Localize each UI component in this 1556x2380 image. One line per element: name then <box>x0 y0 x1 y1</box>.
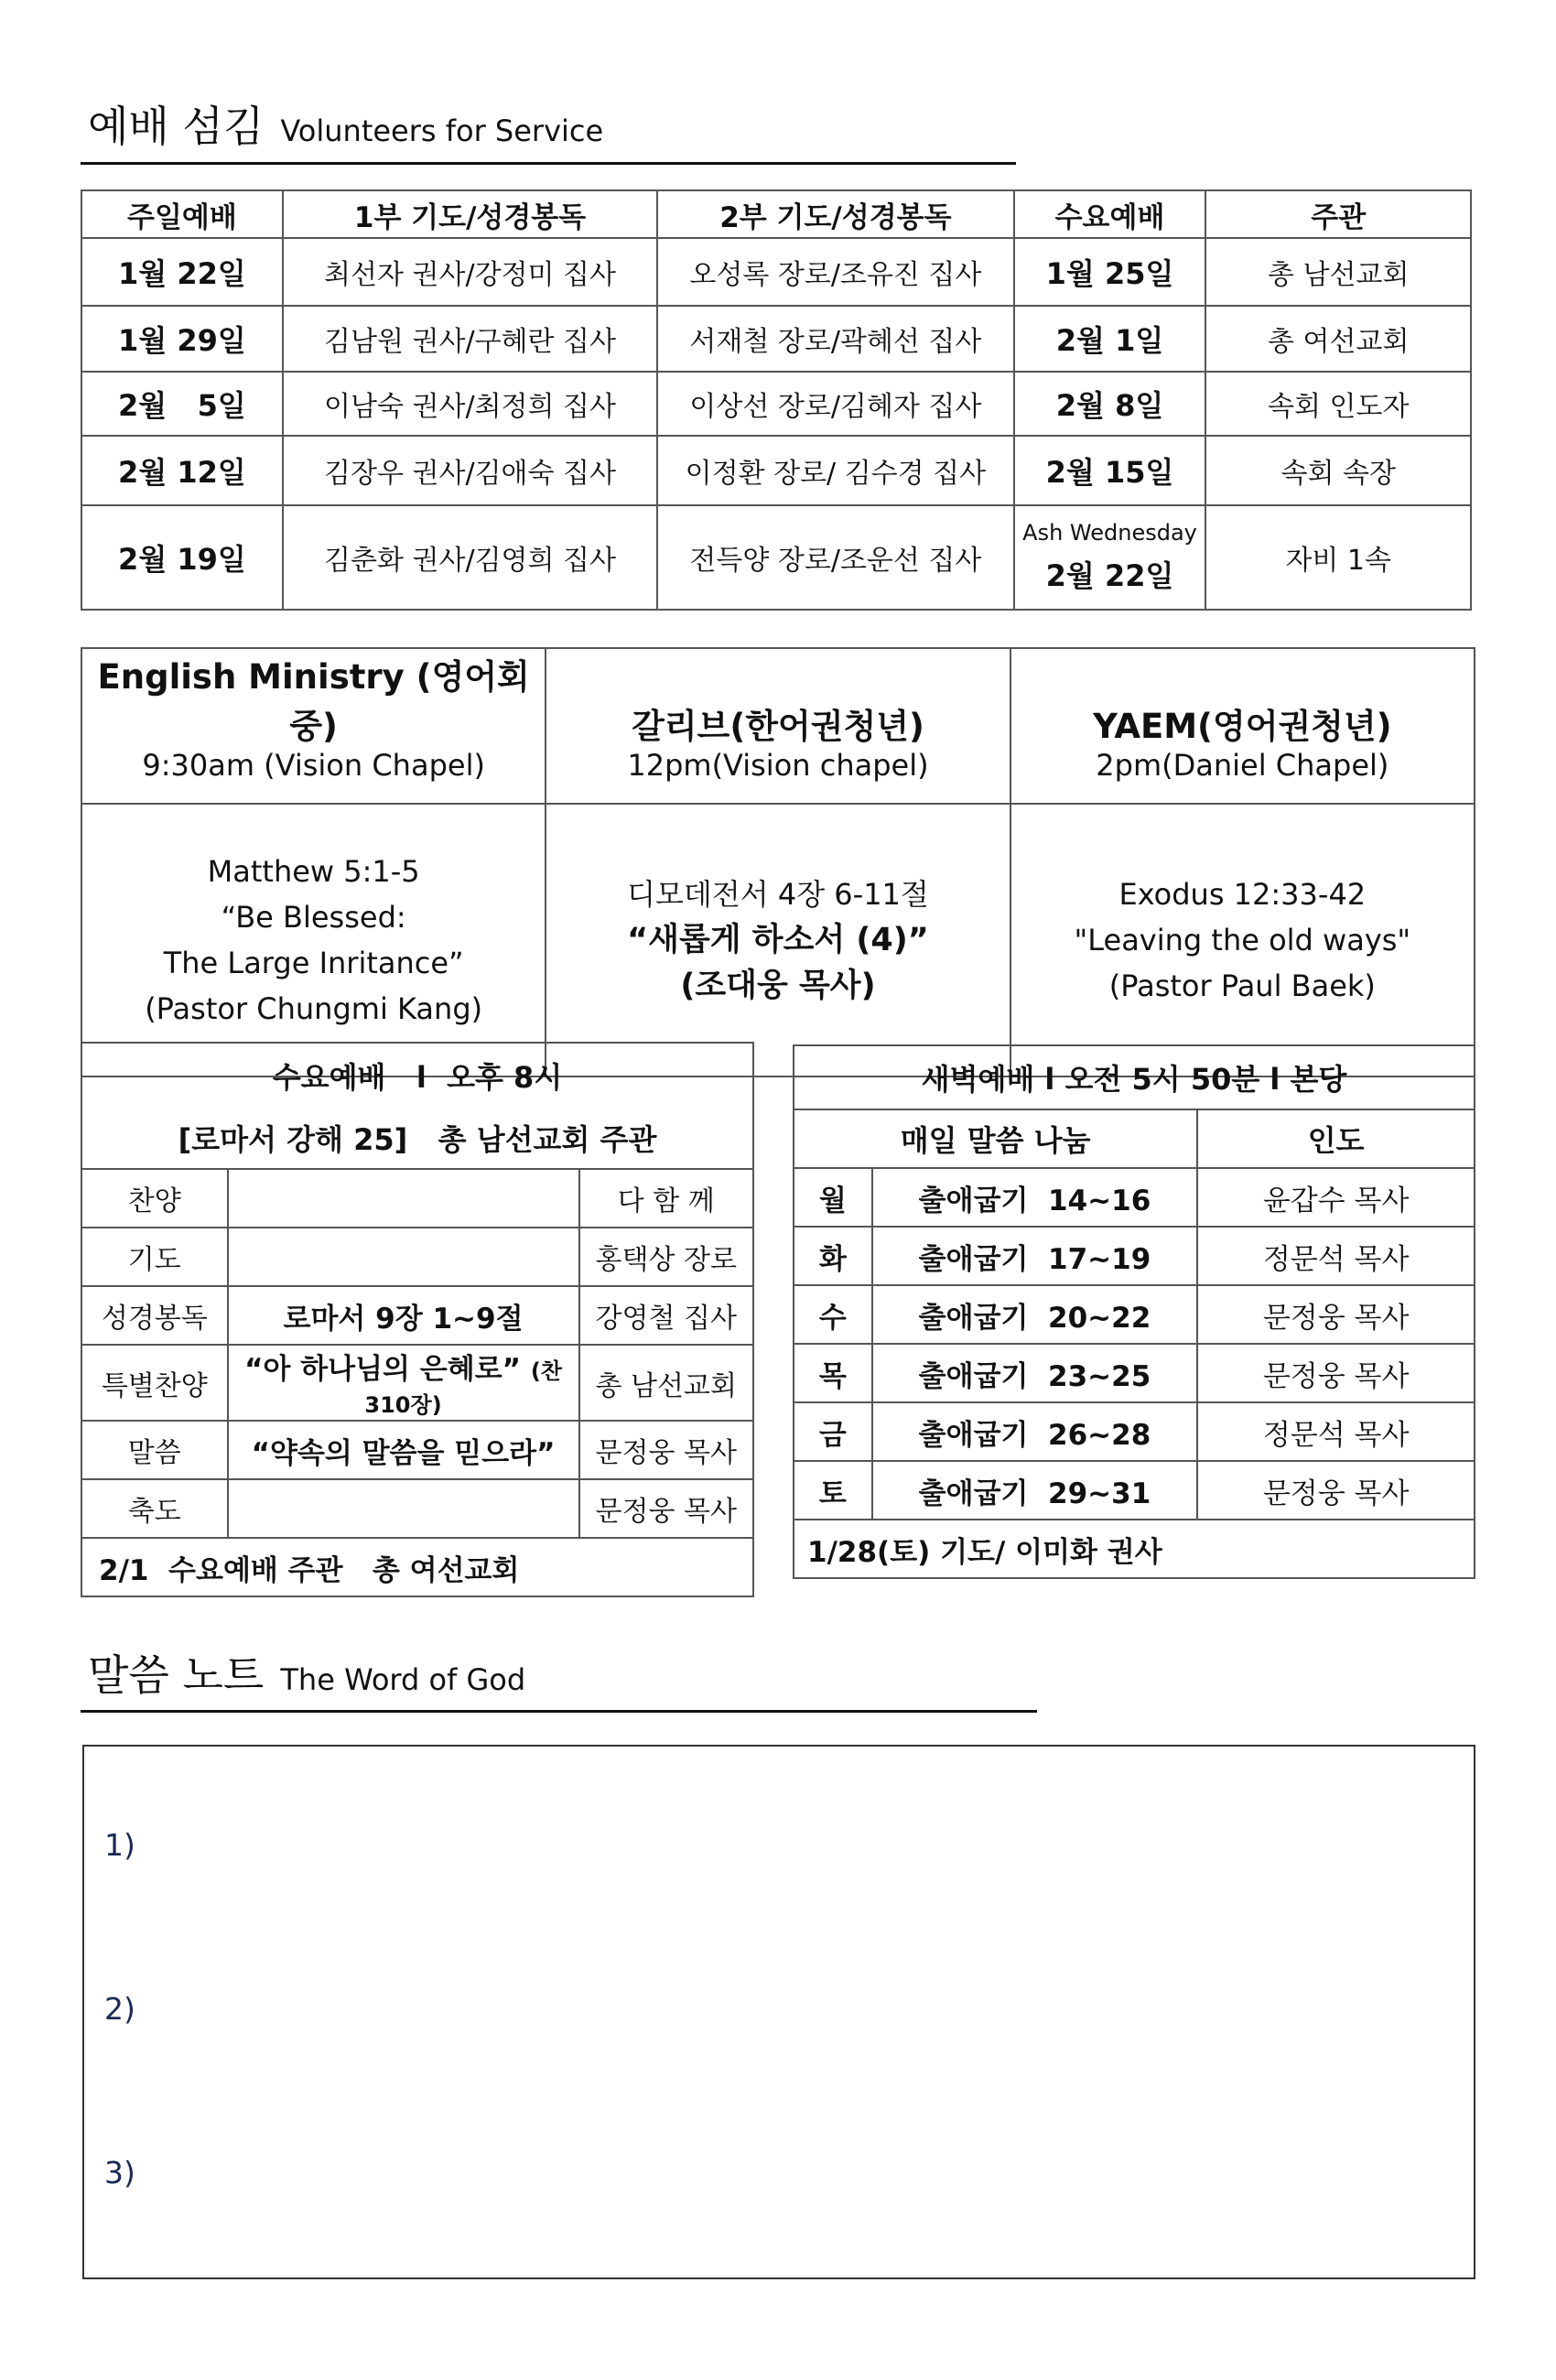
order-item: 말씀 <box>81 1421 228 1479</box>
sermon-line: (조대웅 목사) <box>680 968 876 1004</box>
sermon-line: Exodus 12:33-42 <box>1118 877 1367 912</box>
volunteers-title-en: Volunteers for Service <box>280 114 604 148</box>
sermon-line: “새롭게 하소서 (4)” <box>627 922 929 958</box>
order-person: 강영철 집사 <box>579 1286 753 1345</box>
sermon-line: (Pastor Paul Baek) <box>1108 968 1376 1003</box>
table-row <box>794 1461 1475 1520</box>
sunday-date: 1월 22일 <box>81 238 283 306</box>
ministries-table <box>81 647 1475 1077</box>
order-person: 문정웅 목사 <box>579 1421 753 1479</box>
ash-wednesday-note: Ash Wednesday <box>1022 520 1197 546</box>
dawn-footer: 1/28(토) 기도/ 이미화 권사 <box>794 1520 1475 1578</box>
volunteers-heading <box>88 93 603 154</box>
note-item-2: 2) <box>104 1991 135 2027</box>
dawn-scripture: 출애굽기 26~28 <box>872 1402 1198 1461</box>
dawn-title-row <box>794 1045 1475 1109</box>
order-item: 성경봉독 <box>81 1286 228 1345</box>
dawn-day: 토 <box>794 1461 872 1520</box>
sermon-yaem <box>1010 804 1475 1076</box>
dawn-leader: 윤갑수 목사 <box>1197 1168 1475 1227</box>
second-service-volunteers: 이정환 장로/ 김수경 집사 <box>657 436 1013 505</box>
table-row <box>81 436 1471 505</box>
table-row <box>81 1479 753 1538</box>
dawn-leader: 정문석 목사 <box>1197 1402 1475 1461</box>
note-item-1: 1) <box>104 1827 135 1863</box>
header-wednesday: 수요예배 <box>1014 190 1206 238</box>
order-person: 문정웅 목사 <box>579 1479 753 1538</box>
sermon-line: Matthew 5:1-5 <box>207 854 420 889</box>
hymn-number: (찬 310장) <box>364 1358 562 1418</box>
dawn-day: 금 <box>794 1402 872 1461</box>
dawn-scripture-header: 매일 말씀 나눔 <box>794 1109 1197 1168</box>
sunday-date: 1월 29일 <box>81 306 283 372</box>
order-content <box>228 1479 579 1538</box>
sunday-date: 2월 5일 <box>81 372 283 436</box>
header-host: 주관 <box>1205 190 1471 238</box>
wednesday-cell <box>1014 505 1206 610</box>
dawn-day: 목 <box>794 1344 872 1402</box>
sermon-english <box>81 804 546 1076</box>
header-first-service: 1부 기도/성경봉독 <box>283 190 657 238</box>
table-row <box>794 1168 1475 1227</box>
ministry-name-galib: 갈리브(한어권청년) <box>546 648 1010 748</box>
dawn-leader-header: 인도 <box>1197 1109 1475 1168</box>
second-service-volunteers: 전득양 장로/조운선 집사 <box>657 505 1013 610</box>
wednesday-date: 2월 8일 <box>1014 372 1206 436</box>
volunteers-underline <box>81 162 1016 165</box>
ministry-time-yaem: 2pm(Daniel Chapel) <box>1010 748 1475 804</box>
dawn-day: 수 <box>794 1285 872 1344</box>
sermon-line: The Large Inritance” <box>163 946 464 980</box>
order-content <box>228 1169 579 1228</box>
ministries-sermon-row <box>81 804 1475 1076</box>
first-service-volunteers: 김춘화 권사/김영희 집사 <box>283 505 657 610</box>
first-service-volunteers: 김장우 권사/김애숙 집사 <box>283 436 657 505</box>
sermon-line: "Leaving the old ways" <box>1074 923 1411 957</box>
word-notes-title-en: The Word of God <box>280 1662 526 1697</box>
dawn-service-table <box>793 1044 1475 1579</box>
ministries-name-row <box>81 648 1475 748</box>
table-row <box>81 1421 753 1479</box>
table-row <box>81 1345 753 1421</box>
dawn-header-row <box>794 1109 1475 1168</box>
wednesday-date: 2월 15일 <box>1014 436 1206 505</box>
dawn-scripture: 출애굽기 20~22 <box>872 1285 1198 1344</box>
dawn-day: 월 <box>794 1168 872 1227</box>
host-group: 자비 1속 <box>1205 505 1471 610</box>
ministry-time-galib: 12pm(Vision chapel) <box>546 748 1010 804</box>
table-row <box>794 1402 1475 1461</box>
first-service-volunteers: 김남원 권사/구혜란 집사 <box>283 306 657 372</box>
wednesday-footer: 2/1 수요예배 주관 총 여선교회 <box>81 1538 753 1596</box>
wednesday-date: 1월 25일 <box>1014 238 1206 306</box>
notes-box <box>82 1745 1475 2279</box>
dawn-title: 새벽예배 l 오전 5시 50분 l 본당 <box>794 1045 1475 1109</box>
wednesday-subtitle: [로마서 강해 25] 총 남선교회 주관 <box>81 1107 753 1169</box>
word-notes-title-ko: 말씀 노트 <box>88 1650 265 1700</box>
note-item-3: 3) <box>104 2155 135 2191</box>
sermon-line: (Pastor Chungmi Kang) <box>145 991 483 1026</box>
table-row <box>81 505 1471 610</box>
first-service-volunteers: 이남숙 권사/최정희 집사 <box>283 372 657 436</box>
dawn-leader: 문정웅 목사 <box>1197 1285 1475 1344</box>
sunday-date: 2월 12일 <box>81 436 283 505</box>
host-group: 속회 인도자 <box>1205 372 1471 436</box>
order-content: “아 하나님의 은혜로” <box>244 1353 522 1386</box>
wednesday-subtitle-row <box>81 1107 753 1169</box>
first-service-volunteers: 최선자 권사/강정미 집사 <box>283 238 657 306</box>
header-sunday: 주일예배 <box>81 190 283 238</box>
sermon-line: “Be Blessed: <box>221 900 406 935</box>
word-notes-heading <box>88 1642 525 1703</box>
table-row <box>81 372 1471 436</box>
order-content-cell <box>228 1345 579 1421</box>
ministry-time-english: 9:30am (Vision Chapel) <box>81 748 546 804</box>
host-group: 총 여선교회 <box>1205 306 1471 372</box>
wednesday-date: 2월 22일 <box>1045 558 1174 593</box>
ministry-name-english: English Ministry (영어회중) <box>81 648 546 748</box>
sermon-galib <box>546 804 1010 1076</box>
dawn-scripture: 출애굽기 29~31 <box>872 1461 1198 1520</box>
wednesday-date: 2월 1일 <box>1014 306 1206 372</box>
wednesday-service-table <box>81 1042 754 1597</box>
table-row <box>81 1228 753 1286</box>
order-person: 총 남선교회 <box>579 1345 753 1421</box>
order-item: 찬양 <box>81 1169 228 1228</box>
sermon-line: 디모데전서 4장 6-11절 <box>627 877 929 912</box>
host-group: 총 남선교회 <box>1205 238 1471 306</box>
volunteers-title-ko: 예배 섬김 <box>88 102 265 151</box>
sunday-date: 2월 19일 <box>81 505 283 610</box>
table-row <box>81 1169 753 1228</box>
dawn-footer-row <box>794 1520 1475 1578</box>
ministry-name-yaem: YAEM(영어권청년) <box>1010 648 1475 748</box>
dawn-scripture: 출애굽기 17~19 <box>872 1227 1198 1285</box>
order-item: 축도 <box>81 1479 228 1538</box>
second-service-volunteers: 서재철 장로/곽혜선 집사 <box>657 306 1013 372</box>
dawn-leader: 문정웅 목사 <box>1197 1344 1475 1402</box>
dawn-scripture: 출애굽기 14~16 <box>872 1168 1198 1227</box>
header-second-service: 2부 기도/성경봉독 <box>657 190 1013 238</box>
ministries-time-row <box>81 748 1475 804</box>
table-row <box>794 1344 1475 1402</box>
order-content <box>228 1228 579 1286</box>
wednesday-title-row <box>81 1043 753 1107</box>
order-person: 다 함 께 <box>579 1169 753 1228</box>
volunteers-table <box>81 189 1472 611</box>
dawn-leader: 정문석 목사 <box>1197 1227 1475 1285</box>
order-item: 기도 <box>81 1228 228 1286</box>
table-row <box>794 1227 1475 1285</box>
word-notes-underline <box>81 1710 1037 1713</box>
order-content: “약속의 말씀을 믿으라” <box>228 1421 579 1479</box>
order-content: 로마서 9장 1~9절 <box>228 1286 579 1345</box>
host-group: 속회 속장 <box>1205 436 1471 505</box>
wednesday-title: 수요예배 l 오후 8시 <box>81 1043 753 1107</box>
table-row <box>794 1285 1475 1344</box>
second-service-volunteers: 오성록 장로/조유진 집사 <box>657 238 1013 306</box>
wednesday-footer-row <box>81 1538 753 1596</box>
volunteers-header-row <box>81 190 1471 238</box>
second-service-volunteers: 이상선 장로/김혜자 집사 <box>657 372 1013 436</box>
table-row <box>81 238 1471 306</box>
dawn-scripture: 출애굽기 23~25 <box>872 1344 1198 1402</box>
table-row <box>81 306 1471 372</box>
dawn-day: 화 <box>794 1227 872 1285</box>
table-row <box>81 1286 753 1345</box>
dawn-leader: 문정웅 목사 <box>1197 1461 1475 1520</box>
order-item: 특별찬양 <box>81 1345 228 1421</box>
order-person: 홍택상 장로 <box>579 1228 753 1286</box>
